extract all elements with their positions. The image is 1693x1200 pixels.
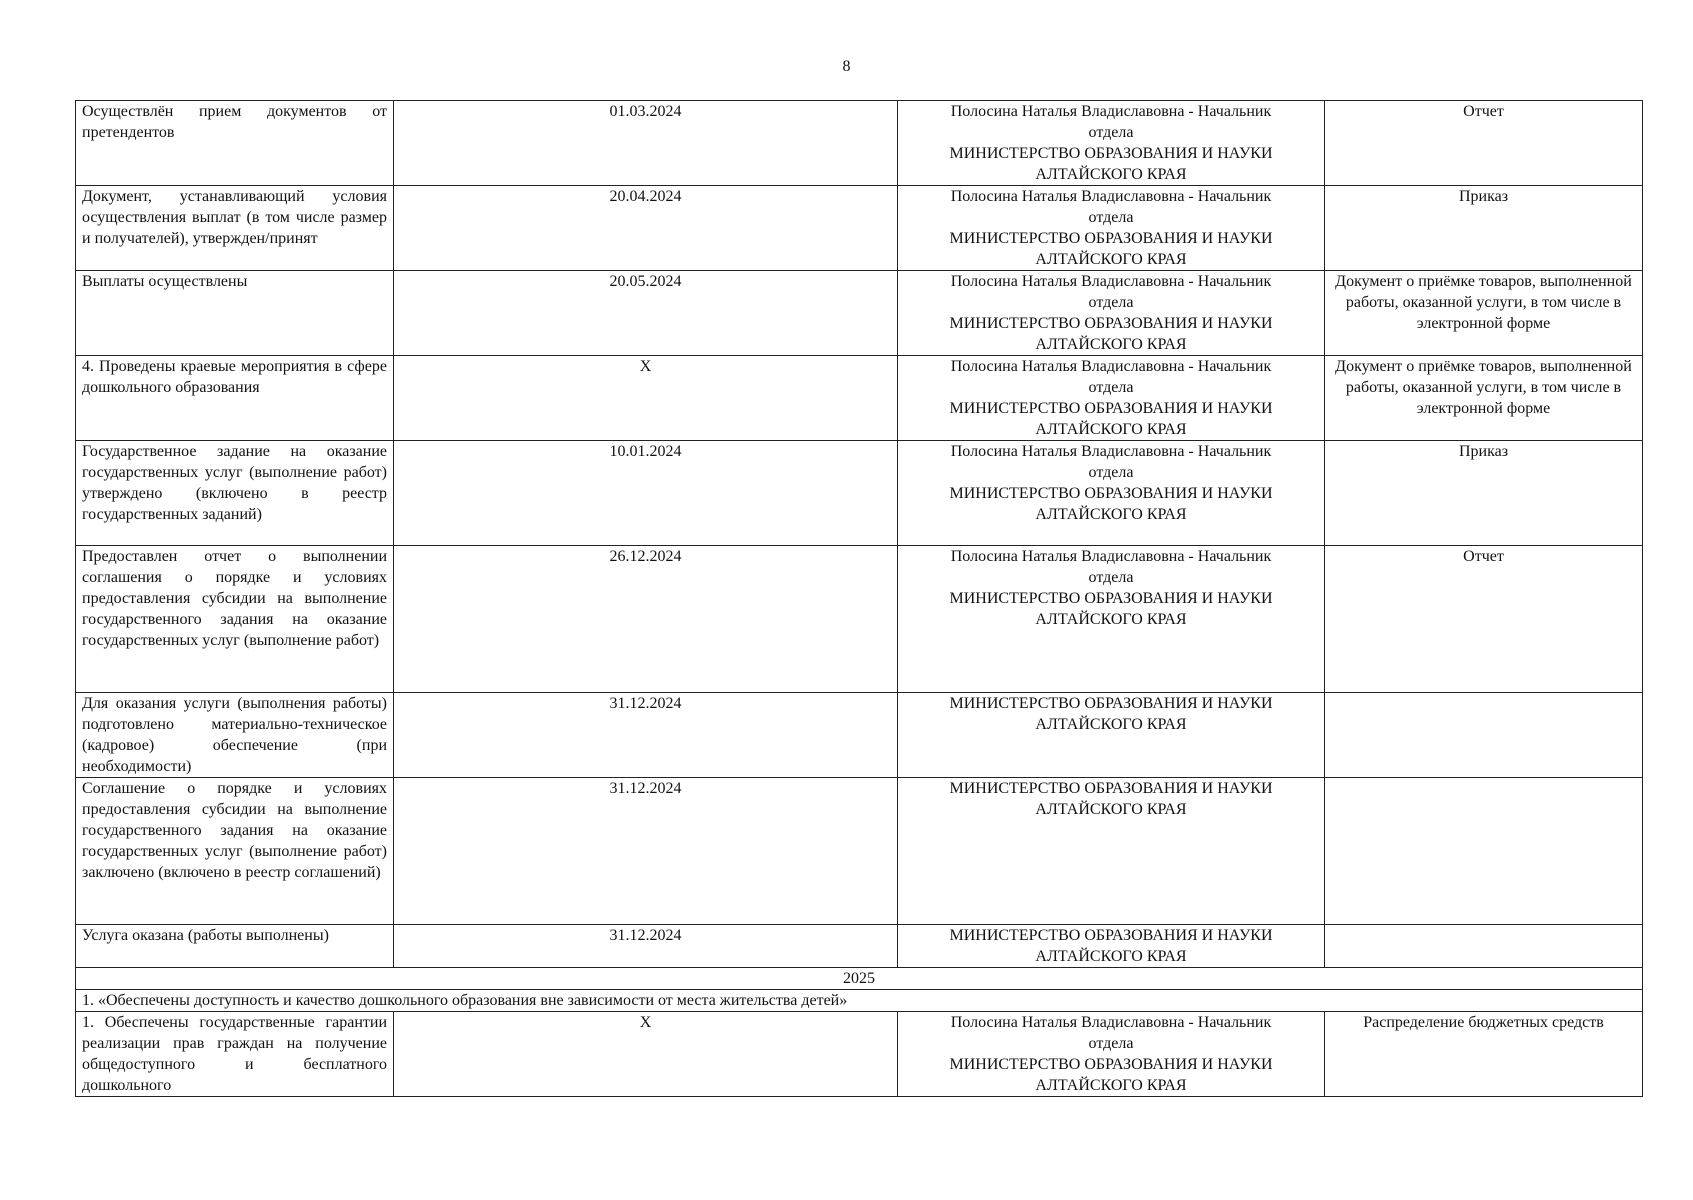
responsible-cell (898, 1012, 1325, 1097)
responsible-line: отдела (1088, 124, 1134, 141)
responsible-line: отдела (1088, 1035, 1134, 1052)
responsible-line: МИНИСТЕРСТВО ОБРАЗОВАНИЯ И НАУКИ (949, 145, 1273, 162)
responsible-line: МИНИСТЕРСТВО ОБРАЗОВАНИЯ И НАУКИ (949, 695, 1273, 712)
date-cell: 01.03.2024 (394, 101, 898, 186)
document-cell: Распределение бюджетных средств (1325, 1012, 1643, 1097)
responsible-line: АЛТАЙСКОГО КРАЯ (1035, 336, 1187, 353)
responsible-line: МИНИСТЕРСТВО ОБРАЗОВАНИЯ И НАУКИ (949, 927, 1273, 944)
responsible-line: АЛТАЙСКОГО КРАЯ (1035, 421, 1187, 438)
responsible-cell (898, 356, 1325, 441)
plan-table (75, 100, 1643, 1097)
responsible-line: АЛТАЙСКОГО КРАЯ (1035, 251, 1187, 268)
date-cell: Х (394, 356, 898, 441)
document-cell: Приказ (1325, 186, 1643, 271)
table-row (76, 441, 1643, 546)
table-row (76, 693, 1643, 778)
date-cell: 10.01.2024 (394, 441, 898, 546)
task-name-cell: Документ, устанавливающий условия осуществления выплат (в том числе размер и получателей), утвержден/принят (76, 186, 394, 271)
table-row (76, 271, 1643, 356)
responsible-cell (898, 271, 1325, 356)
responsible-line: Полосина Наталья Владиславовна - Начальник (950, 443, 1272, 460)
responsible-line: АЛТАЙСКОГО КРАЯ (1035, 801, 1187, 818)
year-cell: 2025 (76, 968, 1643, 990)
responsible-line: отдела (1088, 464, 1134, 481)
responsible-line: МИНИСТЕРСТВО ОБРАЗОВАНИЯ И НАУКИ (949, 315, 1273, 332)
task-name-cell: 4. Проведены краевые мероприятия в сфере дошкольного образования (76, 356, 394, 441)
responsible-line: АЛТАЙСКОГО КРАЯ (1035, 166, 1187, 183)
date-cell: 31.12.2024 (394, 693, 898, 778)
document-cell (1325, 693, 1643, 778)
responsible-line: МИНИСТЕРСТВО ОБРАЗОВАНИЯ И НАУКИ (949, 400, 1273, 417)
task-name-cell: Услуга оказана (работы выполнены) (76, 925, 394, 968)
responsible-cell (898, 546, 1325, 693)
table-row (76, 546, 1643, 693)
document-cell: Приказ (1325, 441, 1643, 546)
responsible-line: МИНИСТЕРСТВО ОБРАЗОВАНИЯ И НАУКИ (949, 230, 1273, 247)
date-cell: Х (394, 1012, 898, 1097)
section-heading-cell: 1. «Обеспечены доступность и качество дошкольного образования вне зависимости от места жительства детей» (76, 990, 1643, 1012)
responsible-line: Полосина Наталья Владиславовна - Начальник (950, 1014, 1272, 1031)
year-row (76, 968, 1643, 990)
responsible-cell (898, 925, 1325, 968)
responsible-cell (898, 101, 1325, 186)
date-cell: 31.12.2024 (394, 925, 898, 968)
task-name-cell: Осуществлён прием документов от претендентов (76, 101, 394, 186)
responsible-line: МИНИСТЕРСТВО ОБРАЗОВАНИЯ И НАУКИ (949, 485, 1273, 502)
responsible-line: Полосина Наталья Владиславовна - Начальник (950, 188, 1272, 205)
table-row (76, 356, 1643, 441)
page-number: 8 (842, 58, 851, 75)
responsible-line: отдела (1088, 379, 1134, 396)
responsible-line: Полосина Наталья Владиславовна - Начальник (950, 273, 1272, 290)
responsible-line: АЛТАЙСКОГО КРАЯ (1035, 1077, 1187, 1094)
responsible-cell (898, 778, 1325, 925)
responsible-line: МИНИСТЕРСТВО ОБРАЗОВАНИЯ И НАУКИ (949, 780, 1273, 797)
date-cell: 31.12.2024 (394, 778, 898, 925)
responsible-cell (898, 693, 1325, 778)
task-name-cell: Для оказания услуги (выполнения работы) подготовлено материально-техническое (кадровое) обеспечение (при необходимости) (76, 693, 394, 778)
task-name-cell: Государственное задание на оказание государственных услуг (выполнение работ) утверждено (включено в реестр государственных заданий) (76, 441, 394, 546)
responsible-line: МИНИСТЕРСТВО ОБРАЗОВАНИЯ И НАУКИ (949, 1056, 1273, 1073)
responsible-line: отдела (1088, 294, 1134, 311)
responsible-line: отдела (1088, 569, 1134, 586)
responsible-line: АЛТАЙСКОГО КРАЯ (1035, 506, 1187, 523)
document-cell: Отчет (1325, 101, 1643, 186)
responsible-line: Полосина Наталья Владиславовна - Начальник (950, 103, 1272, 120)
responsible-line: МИНИСТЕРСТВО ОБРАЗОВАНИЯ И НАУКИ (949, 590, 1273, 607)
task-name-cell: 1. Обеспечены государственные гарантии реализации прав граждан на получение общедоступного и бесплатного дошкольного (76, 1012, 394, 1097)
table-row (76, 101, 1643, 186)
document-cell: Отчет (1325, 546, 1643, 693)
document-cell: Документ о приёмке товаров, выполненной работы, оказанной услуги, в том числе в электронной форме (1325, 356, 1643, 441)
responsible-line: отдела (1088, 209, 1134, 226)
table-row (76, 778, 1643, 925)
task-name-cell: Выплаты осуществлены (76, 271, 394, 356)
responsible-line: АЛТАЙСКОГО КРАЯ (1035, 948, 1187, 965)
table-row (76, 186, 1643, 271)
document-cell (1325, 925, 1643, 968)
document-cell: Документ о приёмке товаров, выполненной работы, оказанной услуги, в том числе в электронной форме (1325, 271, 1643, 356)
responsible-line: Полосина Наталья Владиславовна - Начальник (950, 548, 1272, 565)
task-name-cell: Соглашение о порядке и условиях предоставления субсидии на выполнение государственного задания на оказание государственных услуг (выполнение работ) заключено (включено в реестр соглашений) (76, 778, 394, 925)
date-cell: 26.12.2024 (394, 546, 898, 693)
responsible-line: Полосина Наталья Владиславовна - Начальник (950, 358, 1272, 375)
responsible-line: АЛТАЙСКОГО КРАЯ (1035, 611, 1187, 628)
task-name-cell: Предоставлен отчет о выполнении соглашения о порядке и условиях предоставления субсидии на выполнение государственного задания на оказание государственных услуг (выполнение работ) (76, 546, 394, 693)
date-cell: 20.04.2024 (394, 186, 898, 271)
date-cell: 20.05.2024 (394, 271, 898, 356)
responsible-cell (898, 441, 1325, 546)
table-row (76, 1012, 1643, 1097)
table-row (76, 925, 1643, 968)
responsible-cell (898, 186, 1325, 271)
responsible-line: АЛТАЙСКОГО КРАЯ (1035, 716, 1187, 733)
document-cell (1325, 778, 1643, 925)
section-row (76, 990, 1643, 1012)
